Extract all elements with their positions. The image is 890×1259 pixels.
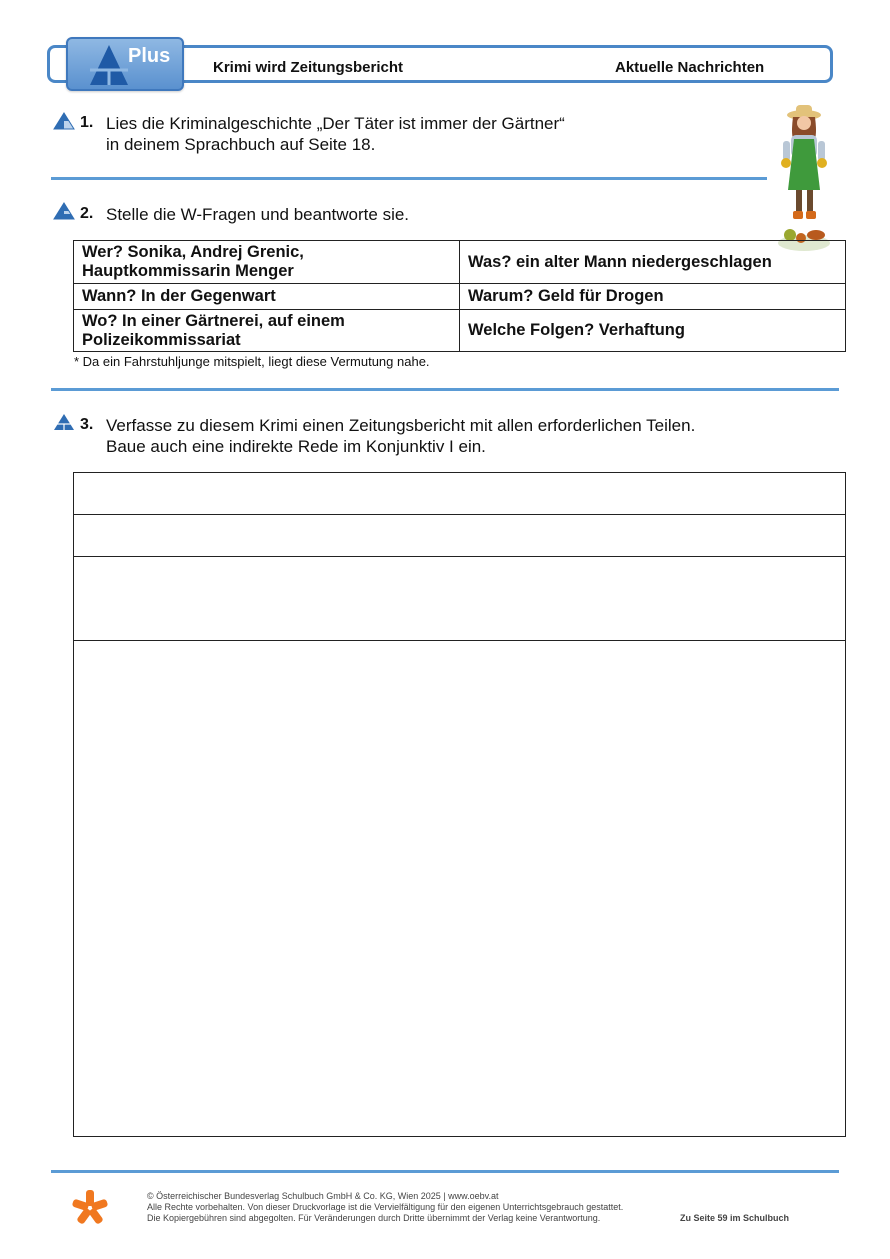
task-line: Lies die Kriminalgeschichte „Der Täter ist immer der Gärtner“ xyxy=(106,114,565,133)
copyright-line: Die Kopiergebühren sind abgegolten. Für Veränderungen durch Dritte übernimmt der Verlag keine Verantwortung. xyxy=(147,1213,601,1223)
table-cell: Wer? Sonika, Andrej Grenic, Hauptkommissarin Menger xyxy=(74,241,460,284)
table-row xyxy=(74,241,846,284)
lead-writing-box[interactable] xyxy=(73,556,846,641)
subheadline-writing-box[interactable] xyxy=(73,514,846,557)
level-pyramid-icon xyxy=(53,413,75,431)
w-questions-table xyxy=(73,240,846,352)
task-text xyxy=(106,415,695,457)
divider xyxy=(51,388,839,391)
oebv-plus-logo xyxy=(66,37,184,91)
page-reference: Zu Seite 59 im Schulbuch xyxy=(680,1213,790,1223)
table-cell: Was? ein alter Mann niedergeschlagen xyxy=(460,241,846,284)
section-title: Aktuelle Nachrichten xyxy=(615,59,765,76)
task-line: Baue auch eine indirekte Rede im Konjunktiv I ein. xyxy=(106,437,486,456)
task-line: Verfasse zu diesem Krimi einen Zeitungsbericht mit allen erforderlichen Teilen. xyxy=(106,416,696,435)
logo-text: Plus xyxy=(128,45,171,67)
task-line: Stelle die W-Fragen und beantworte sie. xyxy=(106,205,410,224)
level-pyramid-icon xyxy=(53,202,75,220)
table-cell: Wann? In der Gegenwart xyxy=(74,284,460,310)
task-number: 1. xyxy=(80,114,94,131)
table-row xyxy=(74,310,846,352)
table-row xyxy=(74,284,846,310)
copyright-notice xyxy=(147,1191,623,1224)
headline-writing-box[interactable] xyxy=(73,472,846,515)
task-number: 3. xyxy=(80,416,94,433)
table-cell: Warum? Geld für Drogen xyxy=(460,284,846,310)
gardener-illustration xyxy=(768,95,840,255)
divider xyxy=(51,177,767,180)
table-cell: Wo? In einer Gärtnerei, auf einem Polizeikommissariat xyxy=(74,310,460,352)
table-cell: Welche Folgen? Verhaftung xyxy=(460,310,846,352)
footnote: * Da ein Fahrstuhljunge mitspielt, liegt diese Vermutung nahe. xyxy=(74,354,430,369)
divider xyxy=(51,1170,839,1173)
copyright-line: © Österreichischer Bundesverlag Schulbuch GmbH & Co. KG, Wien 2025 | www.oebv.at xyxy=(147,1191,499,1201)
task-text xyxy=(106,204,409,225)
task-line: in deinem Sprachbuch auf Seite 18. xyxy=(106,135,376,154)
copyright-line: Alle Rechte vorbehalten. Von dieser Druckvorlage ist die Vervielfältigung für den eigenen Unterrichtsgebrauch gestattet. xyxy=(147,1202,624,1212)
worksheet-title: Krimi wird Zeitungsbericht xyxy=(213,59,404,76)
level-pyramid-icon xyxy=(53,112,75,130)
task-text xyxy=(106,113,565,155)
body-writing-box[interactable] xyxy=(73,640,846,1137)
oebv-logo-icon xyxy=(70,1188,110,1228)
task-number: 2. xyxy=(80,205,94,222)
